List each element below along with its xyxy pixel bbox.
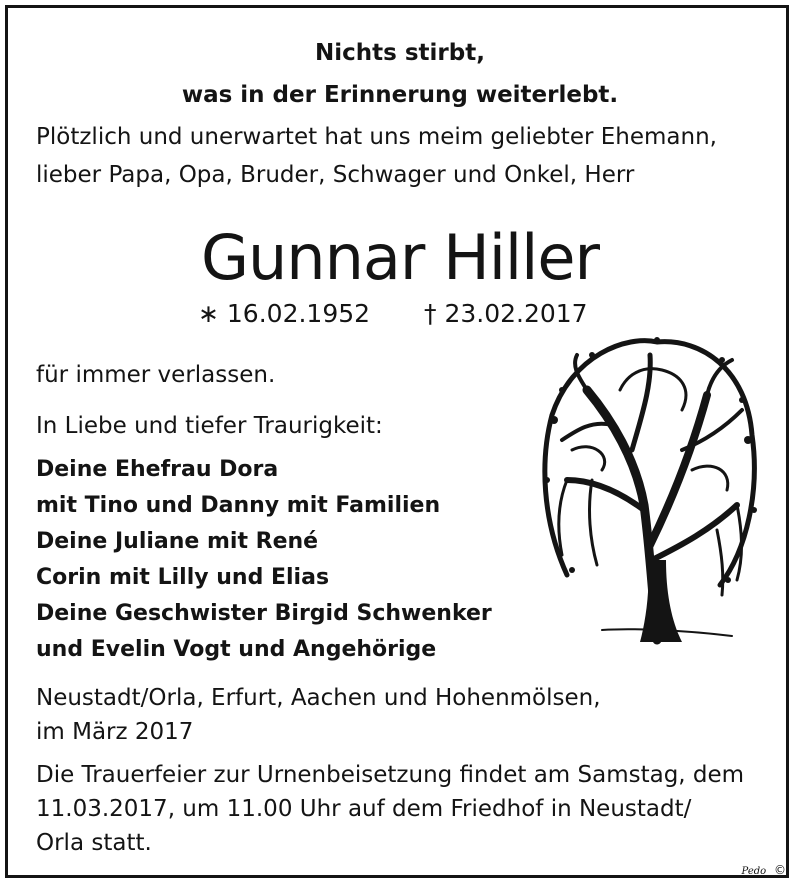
motto-line-1: Nichts stirbt,: [315, 40, 485, 66]
tree-icon: [532, 330, 764, 660]
grief-line: In Liebe und tiefer Traurigkeit:: [36, 413, 383, 439]
intro-line-1: Plötzlich und unerwartet hat uns meim geliebter Ehemann,: [36, 124, 717, 150]
funeral-line-2: 11.03.2017, um 11.00 Uhr auf dem Friedhof in Neustadt/: [36, 796, 692, 822]
copyright: [742, 863, 786, 877]
mourner-line: Corin mit Lilly und Elias: [36, 565, 330, 590]
birth-date: ∗ 16.02.1952: [198, 299, 371, 328]
motto-line-2: was in der Erinnerung weiterlebt.: [181, 82, 619, 108]
signature: Pedo: [741, 866, 767, 877]
funeral-line-3: Orla statt.: [36, 830, 152, 856]
deceased-name: Gunnar Hiller: [200, 221, 600, 294]
intro-line-2: lieber Papa, Opa, Bruder, Schwager und Onkel, Herr: [36, 162, 635, 188]
cross-icon: †: [424, 299, 437, 328]
birth-star-icon: ∗: [198, 299, 219, 328]
left-text: für immer verlassen.: [36, 362, 276, 388]
mourner-line: Deine Juliane mit René: [36, 529, 319, 554]
mourner-line: Deine Geschwister Birgid Schwenker: [36, 601, 492, 626]
place-line-2: im März 2017: [36, 719, 194, 745]
mourner-line: mit Tino und Danny mit Familien: [36, 493, 441, 518]
mourner-line: und Evelin Vogt und Angehörige: [36, 637, 437, 662]
mourner-line: Deine Ehefrau Dora: [36, 457, 279, 482]
copyright-icon: ©: [774, 863, 786, 877]
funeral-line-1: Die Trauerfeier zur Urnenbeisetzung findet am Samstag, dem: [36, 762, 745, 788]
place-line-1: Neustadt/Orla, Erfurt, Aachen und Hohenmölsen,: [36, 685, 601, 711]
death-date: † 23.02.2017: [424, 299, 588, 328]
